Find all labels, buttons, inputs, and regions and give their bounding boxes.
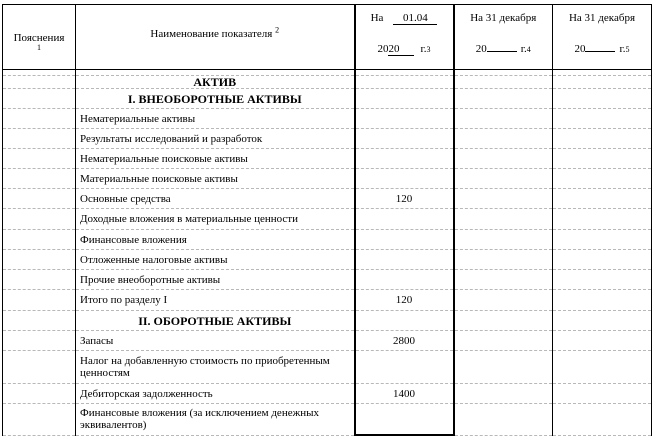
indicator-name: Основные средства: [76, 189, 355, 209]
section-heading: I. ВНЕОБОРОТНЫЕ АКТИВЫ: [76, 89, 355, 109]
prev-prev-year-value: [553, 129, 652, 149]
indicator-name: Дебиторская задолженность: [76, 384, 355, 404]
explanation-cell: [3, 76, 76, 89]
indicator-name: Нематериальные поисковые активы: [76, 149, 355, 169]
indicator-name: Материальные поисковые активы: [76, 169, 355, 189]
indicator-name: Финансовые вложения (за исключением денежных эквивалентов): [76, 404, 355, 436]
table-row: [3, 290, 652, 311]
section-heading: АКТИВ: [76, 76, 355, 89]
header-indicator-label: Наименование показателя: [150, 28, 273, 40]
current-period-value: 120: [355, 189, 454, 209]
prev-prev-year-value: [553, 169, 652, 189]
current-period-value: [355, 311, 454, 331]
prev-prev-year-value: [553, 109, 652, 129]
indicator-name: Прочие внеоборотные активы: [76, 270, 355, 290]
prev-prev-year-value: [553, 89, 652, 109]
header-prev-prev-year-label: На 31 декабря: [568, 12, 636, 24]
explanation-cell: [3, 189, 76, 209]
explanation-cell: [3, 404, 76, 436]
prev-prev-year-value: [553, 311, 652, 331]
prev-prev-year-value: [553, 290, 652, 311]
prev-prev-year-value: [553, 189, 652, 209]
prev-year-value: [454, 76, 553, 89]
explanation-cell: [3, 89, 76, 109]
prev-prev-year-value: [553, 270, 652, 290]
header-current-date: 01.04: [393, 12, 437, 25]
prev-year-value: [454, 270, 553, 290]
current-period-value: 2800: [355, 331, 454, 351]
explanation-cell: [3, 169, 76, 189]
explanation-cell: [3, 270, 76, 290]
header-current-year: 20: [388, 43, 414, 56]
current-period-value: 120: [355, 290, 454, 311]
header-prev-prev-year-prefix: 20: [574, 43, 586, 55]
indicator-name: Запасы: [76, 331, 355, 351]
prev-prev-year-value: [553, 149, 652, 169]
current-period-value: [355, 149, 454, 169]
prev-year-value: [454, 230, 553, 250]
section-row: [3, 311, 652, 331]
prev-year-value: [454, 109, 553, 129]
current-period-value: 1400: [355, 384, 454, 404]
table-row: [3, 169, 652, 189]
current-period-value: [355, 169, 454, 189]
header-current-year-prefix: 20: [377, 43, 389, 55]
balance-sheet-table: [2, 4, 652, 436]
prev-year-value: [454, 290, 553, 311]
explanation-cell: [3, 109, 76, 129]
table-row: [3, 149, 652, 169]
current-period-value: [355, 109, 454, 129]
indicator-name: Отложенные налоговые активы: [76, 250, 355, 270]
indicator-name: Финансовые вложения: [76, 230, 355, 250]
prev-prev-year-value: [553, 351, 652, 384]
current-period-value: [355, 230, 454, 250]
indicator-name: Доходные вложения в материальные ценности: [76, 209, 355, 230]
explanation-cell: [3, 230, 76, 250]
header-explanations-note: 1: [37, 43, 41, 52]
explanation-cell: [3, 290, 76, 311]
prev-year-value: [454, 169, 553, 189]
prev-year-value: [454, 129, 553, 149]
table-row: [3, 250, 652, 270]
explanation-cell: [3, 311, 76, 331]
prev-year-value: [454, 351, 553, 384]
table-row: [3, 189, 652, 209]
header-prev-prev-year-suffix: г.: [619, 43, 626, 55]
header-prev-year-suffix: г.: [520, 43, 527, 55]
prev-prev-year-value: [553, 230, 652, 250]
indicator-name: Результаты исследований и разработок: [76, 129, 355, 149]
header-current-period: На 01.04 20 20 г. 3: [355, 5, 454, 70]
table-row: [3, 351, 652, 384]
table-row: [3, 270, 652, 290]
table-row: [3, 384, 652, 404]
prev-year-value: [454, 250, 553, 270]
prev-prev-year-value: [553, 209, 652, 230]
prev-year-value: [454, 189, 553, 209]
explanation-cell: [3, 351, 76, 384]
header-current-year-suffix: г.: [420, 43, 427, 55]
section-row: [3, 76, 652, 89]
current-period-value: [355, 76, 454, 89]
explanation-cell: [3, 384, 76, 404]
header-explanations: [3, 5, 76, 70]
header-indicator-name: [76, 5, 355, 70]
prev-year-value: [454, 149, 553, 169]
prev-year-value: [454, 209, 553, 230]
current-period-value: [355, 404, 454, 436]
header-prev-year-prefix: 20: [475, 43, 487, 55]
table-row: [3, 129, 652, 149]
header-current-prefix: На: [370, 12, 384, 24]
current-period-value: [355, 129, 454, 149]
current-period-value: [355, 250, 454, 270]
explanation-cell: [3, 331, 76, 351]
section-row: [3, 89, 652, 109]
prev-prev-year-value: [553, 384, 652, 404]
table-row: [3, 209, 652, 230]
prev-year-value: [454, 384, 553, 404]
header-prev-year-blank: [487, 51, 517, 52]
current-period-value: [355, 270, 454, 290]
header-explanations-label: Пояснения: [13, 32, 65, 44]
prev-year-value: [454, 331, 553, 351]
section-heading: II. ОБОРОТНЫЕ АКТИВЫ: [76, 311, 355, 331]
indicator-name: Нематериальные активы: [76, 109, 355, 129]
prev-prev-year-value: [553, 331, 652, 351]
table-row: [3, 109, 652, 129]
table-row: [3, 404, 652, 436]
explanation-cell: [3, 149, 76, 169]
header-prev-prev-year-blank: [585, 51, 615, 52]
table-row: [3, 230, 652, 250]
prev-prev-year-value: [553, 250, 652, 270]
header-indicator-note: 2: [275, 25, 280, 35]
header-prev-prev-year: На 31 декабря 20 г. 5: [553, 5, 652, 70]
current-period-value: [355, 89, 454, 109]
prev-year-value: [454, 311, 553, 331]
explanation-cell: [3, 129, 76, 149]
table-row: [3, 331, 652, 351]
header-prev-year: На 31 декабря 20 г. 4: [454, 5, 553, 70]
explanation-cell: [3, 250, 76, 270]
prev-prev-year-value: [553, 404, 652, 436]
current-period-value: [355, 209, 454, 230]
prev-year-value: [454, 404, 553, 436]
prev-prev-year-value: [553, 76, 652, 89]
current-period-value: [355, 351, 454, 384]
indicator-name: Итого по разделу I: [76, 290, 355, 311]
prev-year-value: [454, 89, 553, 109]
explanation-cell: [3, 209, 76, 230]
header-row: [3, 5, 652, 70]
indicator-name: Налог на добавленную стоимость по приобретенным ценностям: [76, 351, 355, 384]
header-prev-year-label: На 31 декабря: [470, 12, 537, 24]
